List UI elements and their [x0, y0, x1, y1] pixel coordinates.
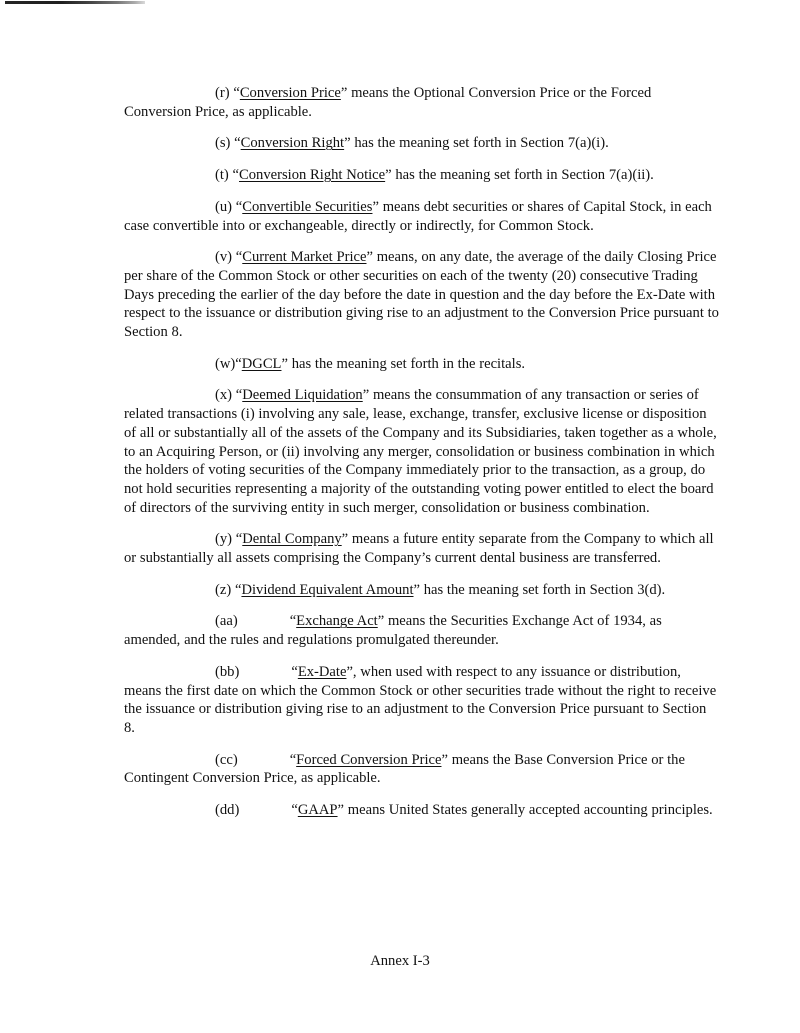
defined-term-v: Current Market Price — [242, 249, 367, 266]
defined-term-s: Conversion Right — [240, 135, 345, 152]
defined-term-t: Conversion Right Notice — [239, 167, 386, 184]
open-quote: “ — [291, 663, 298, 680]
clause-paragraph-aa — [124, 612, 720, 649]
clause-text-w: ” has the meaning set forth in the recitals. — [281, 355, 526, 372]
clause-text-x: ” means the consummation of any transaction or series of related transactions (i) involving any sale, lease, exchange, transfer, exclusive license or disposition of all or substantially all of the assets of the Company and its Subsidiaries, taken together as a whole, to an Acquiring Person, or (ii) involving any merger, consolidation or business combination in which the holders of voting securities of the Company immediately prior to the transaction, as a group, do not hold securities representing a majority of the outstanding voting power entitled to elect the board of directors of the surviving entity in such merger, consolidation or business combination. — [124, 387, 717, 516]
clause-paragraph-z — [124, 581, 720, 600]
clause-label-bb: (bb) — [215, 663, 240, 680]
clause-label-w: (w) — [215, 355, 236, 372]
clause-label-u: (u) — [215, 198, 233, 215]
clause-label-y: (y) — [215, 531, 233, 548]
open-quote: “ — [233, 85, 240, 101]
clause-text-t: ” has the meaning set forth in Section 7(a)(ii). — [385, 167, 654, 184]
clause-text-dd: ” means United States generally accepted accounting principles. — [337, 802, 713, 819]
clause-text-u: ” means debt securities or shares of Capital Stock, in each case convertible into or exchangeable, directly or indirectly, for Common Stock. — [124, 198, 712, 234]
open-quote: “ — [234, 581, 242, 598]
clause-label-s: (s) — [215, 135, 231, 152]
defined-term-y: Dental Company — [242, 531, 342, 548]
clause-paragraph-cc — [124, 751, 720, 788]
open-quote: “ — [232, 167, 240, 184]
clause-paragraph-x — [124, 386, 720, 517]
clause-paragraph-s — [124, 134, 720, 153]
clause-paragraph-u — [124, 198, 720, 235]
open-quote: “ — [289, 613, 297, 630]
clause-text-s: ” has the meaning set forth in Section 7(a)(i). — [344, 135, 609, 152]
clause-paragraph-dd — [124, 801, 720, 820]
defined-term-x: Deemed Liquidation — [242, 387, 363, 404]
clause-text-r: ” means the Optional Conversion Price or the Forced Conversion Price, as applicable. — [124, 85, 652, 120]
open-quote: “ — [235, 531, 243, 548]
clause-text-z: ” has the meaning set forth in Section 3(d). — [413, 581, 666, 598]
clause-text-v: ” means, on any date, the average of the daily Closing Price per share of the Common Stock or other securities on each of the twenty (20) consecutive Trading Days preceding the earlier of the day before the date in question and the day before the Ex-Date with respect to the issuance or distribution giving rise to an adjustment to the Conversion Price pursuant to Section 8. — [124, 249, 719, 341]
page-footer — [0, 952, 800, 971]
clause-paragraph-v — [124, 248, 720, 342]
clause-label-z: (z) — [215, 581, 232, 598]
clause-label-t: (t) — [215, 167, 229, 184]
open-quote: “ — [235, 249, 243, 266]
defined-term-z: Dividend Equivalent Amount — [241, 581, 414, 598]
defined-term-bb: Ex-Date — [297, 663, 347, 680]
clause-text-aa: ” means the Securities Exchange Act of 1934, as amended, and the rules and regulations promulgated thereunder. — [124, 613, 662, 649]
clause-text-cc: ” means the Base Conversion Price or the Contingent Conversion Price, as applicable. — [124, 751, 685, 787]
clause-label-v: (v) — [215, 249, 233, 266]
clause-paragraph-r — [124, 84, 720, 121]
page-number-label: Annex I-3 — [370, 953, 430, 969]
open-quote: “ — [235, 198, 243, 215]
defined-term-r: Conversion Price — [239, 85, 341, 101]
defined-term-dd: GAAP — [297, 802, 338, 819]
clause-label-cc: (cc) — [215, 751, 238, 768]
clause-paragraph-t — [124, 166, 720, 185]
defined-term-w: DGCL — [241, 355, 282, 372]
defined-term-u: Convertible Securities — [242, 198, 373, 215]
clause-text-bb: ”, when used with respect to any issuance or distribution, means the first date on which the Common Stock or other securities trade without the right to receive the issuance or distribution giving rise to an adjustment to the Conversion Price pursuant to Section 8. — [124, 663, 717, 736]
defined-term-cc: Forced Conversion Price — [296, 751, 442, 768]
open-quote: “ — [235, 355, 242, 372]
open-quote: “ — [234, 135, 241, 152]
open-quote: “ — [291, 802, 298, 819]
clause-paragraph-bb — [124, 663, 720, 738]
clause-paragraph-w — [124, 355, 720, 374]
clause-label-aa: (aa) — [215, 613, 238, 630]
clause-text-y: ” means a future entity separate from the Company to which all or substantially all assets comprising the Company’s current dental business are transferred. — [124, 531, 714, 567]
open-quote: “ — [235, 387, 243, 404]
open-quote: “ — [289, 751, 297, 768]
clause-label-r: (r) — [215, 85, 230, 101]
clause-paragraph-y — [124, 530, 720, 567]
document-body — [124, 84, 720, 833]
clause-label-x: (x) — [215, 387, 233, 404]
clause-label-dd: (dd) — [215, 802, 240, 819]
scan-edge-artifact — [5, 1, 145, 4]
defined-term-aa: Exchange Act — [296, 613, 378, 630]
